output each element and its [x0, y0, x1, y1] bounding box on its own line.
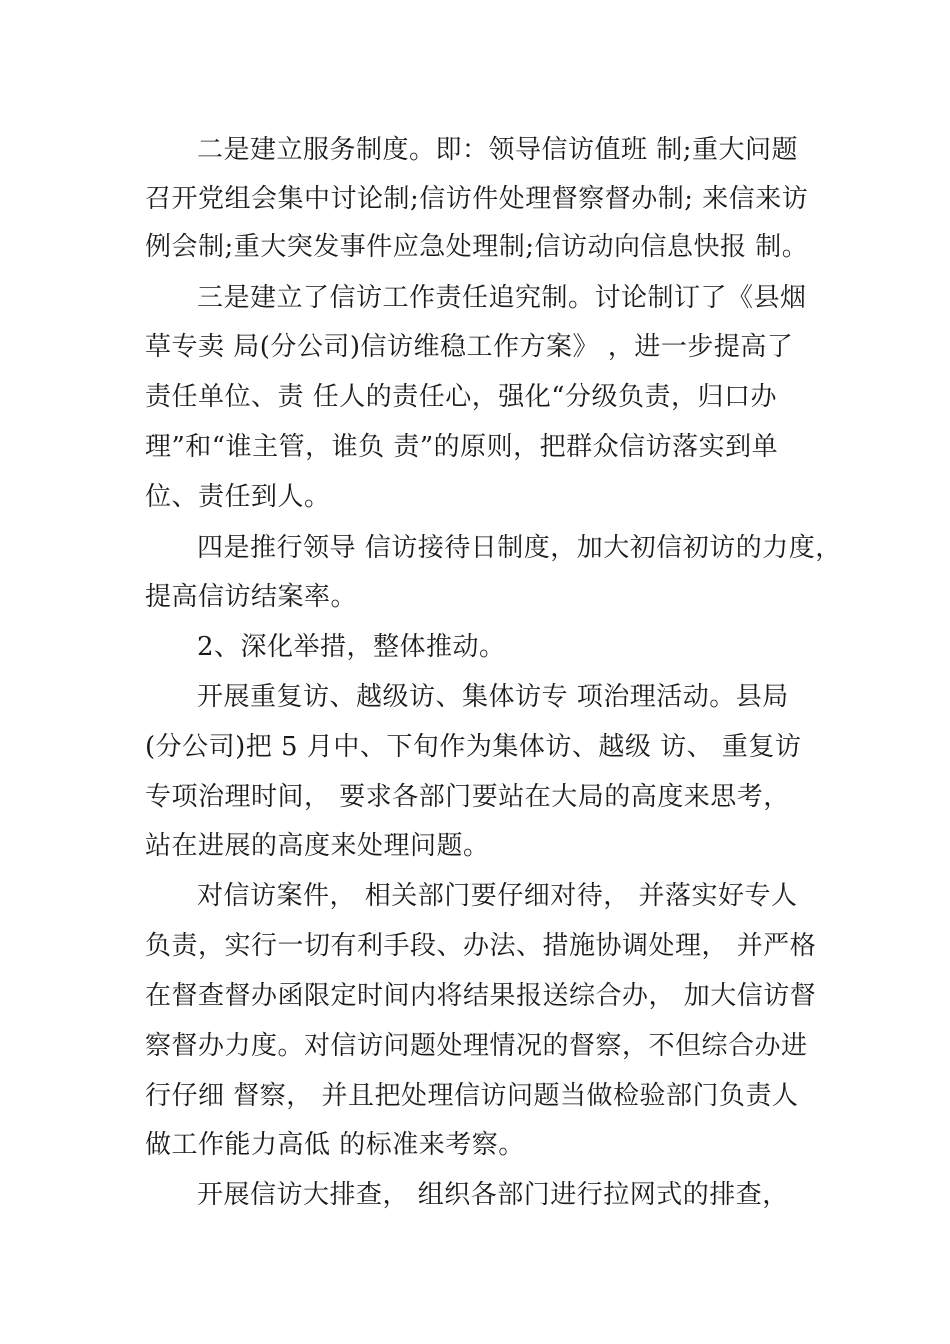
- text-line: 负责，实行一切有利手段、办法、措施协调处理， 并严格: [145, 931, 817, 961]
- text-line: 草专卖 局(分公司)信访维稳工作方案》 ，进一步提高了: [145, 332, 794, 362]
- text-line: 理”和“谁主管，谁负 责”的原则，把群众信访落实到单: [145, 432, 779, 462]
- text-line: 行仔细 督察， 并且把处理信访问题当做检验部门负责人: [145, 1081, 799, 1111]
- text-line: 四是推行领导 信访接待日制度，加大初信初访的力度，: [197, 533, 842, 563]
- text-line: 开展重复访、越级访、集体访专 项治理活动。县局: [197, 682, 789, 712]
- text-line: 对信访案件， 相关部门要仔细对待， 并落实好专人: [197, 881, 798, 911]
- text-line: 二是建立服务制度。即：领导信访值班 制;重大问题: [197, 135, 799, 165]
- text-line: 做工作能力高低 的标准来考察。: [145, 1130, 525, 1160]
- text-line: 位、责任到人。: [145, 482, 331, 512]
- text-line: 察督办力度。对信访问题处理情况的督察，不但综合办进: [145, 1031, 808, 1061]
- section-heading: 2、深化举措，整体推动。: [197, 632, 506, 662]
- text-line: 召开党组会集中讨论制;信访件处理督察督办制; 来信来访: [145, 184, 809, 214]
- text-line: 开展信访大排查， 组织各部门进行拉网式的排查，: [197, 1180, 789, 1210]
- text-line: 提高信访结案率。: [145, 582, 358, 612]
- text-line: 例会制;重大突发事件应急处理制;信访动向信息快报 制。: [145, 232, 809, 262]
- text-line: 专项治理时间， 要求各部门要站在大局的高度来思考，: [145, 782, 790, 812]
- text-line: 站在进展的高度来处理问题。: [145, 831, 490, 861]
- text-line: 在督查督办函限定时间内将结果报送综合办， 加大信访督: [145, 981, 817, 1011]
- text-line: 三是建立了信访工作责任追究制。讨论制订了《县烟: [197, 283, 807, 313]
- text-line: 责任单位、责 任人的责任心，强化“分级负责，归口办: [145, 382, 778, 412]
- text-line: (分公司)把 5 月中、下旬作为集体访、越级 访、 重复访: [145, 732, 802, 762]
